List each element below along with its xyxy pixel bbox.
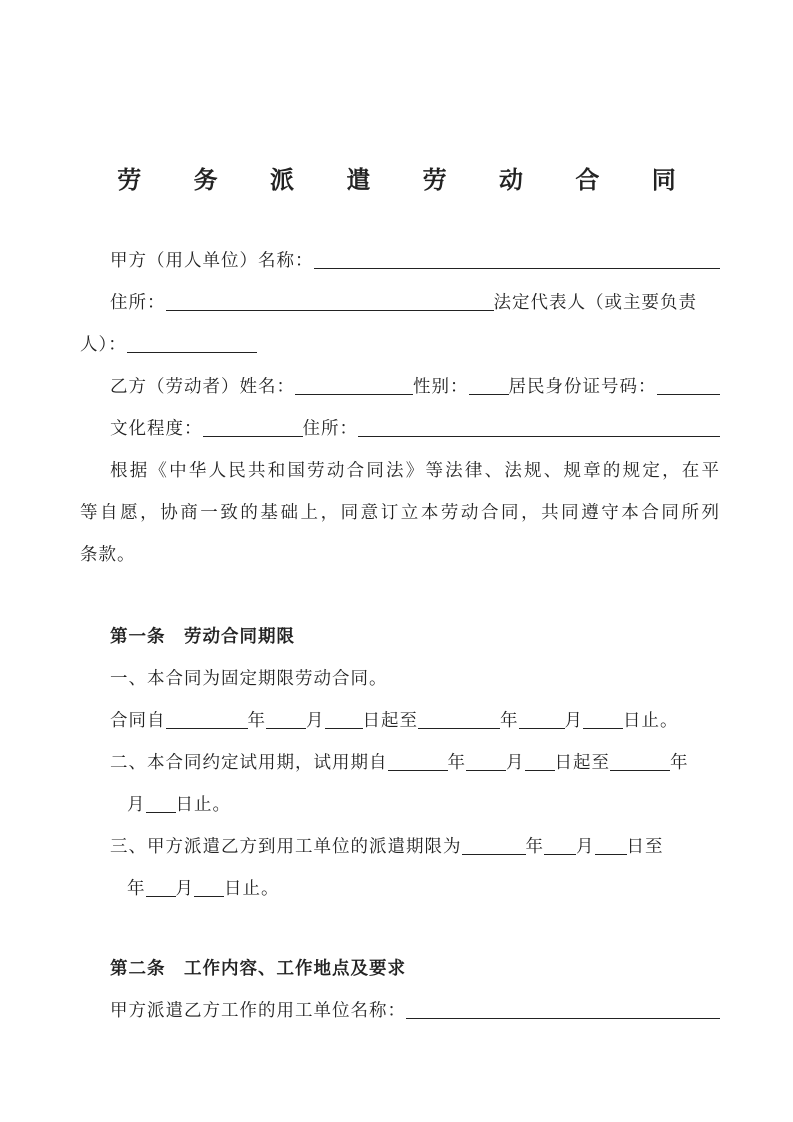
term-month-label: 月 xyxy=(306,711,325,731)
dispatch-to: 日至 xyxy=(626,837,664,857)
employer-name-blank[interactable] xyxy=(406,998,720,1019)
party-b-education-label: 文化程度： xyxy=(110,419,203,439)
party-a-address-blank[interactable] xyxy=(166,290,494,311)
probation-end-year-blank[interactable] xyxy=(610,750,670,771)
dispatch-term-row xyxy=(110,834,720,860)
term-from-to: 日起至 xyxy=(362,711,418,731)
term-end-year-blank[interactable] xyxy=(418,708,500,729)
dispatch-end-year-label: 年 xyxy=(127,879,146,899)
party-a-address-row xyxy=(110,290,720,316)
term-prefix: 合同自 xyxy=(110,711,166,731)
party-a-rep-blank[interactable] xyxy=(127,332,257,353)
article-1-item-1: 一、本合同为固定期限劳动合同。 xyxy=(110,669,388,689)
term-start-day-blank[interactable] xyxy=(325,708,363,729)
dispatch-prefix: 三、甲方派遣乙方到用工单位的派遣期限为 xyxy=(110,837,462,857)
term-end-day-blank[interactable] xyxy=(583,708,623,729)
probation-prefix: 二、本合同约定试用期，试用期自 xyxy=(110,753,388,773)
party-b-id-blank[interactable] xyxy=(657,374,721,395)
term-end-label: 日止。 xyxy=(623,711,679,731)
party-b-name-label: 乙方（劳动者）姓名： xyxy=(110,377,295,397)
probation-start-month-blank[interactable] xyxy=(466,750,506,771)
party-b-education-row xyxy=(110,416,720,442)
probation-end-month-label: 月 xyxy=(127,795,146,815)
party-a-name-blank[interactable] xyxy=(314,248,721,269)
contract-term-row xyxy=(110,708,720,734)
probation-end-year-label: 年 xyxy=(670,753,689,773)
party-b-name-blank[interactable] xyxy=(295,374,413,395)
party-a-name-row xyxy=(110,248,720,274)
dispatch-start-year-blank[interactable] xyxy=(462,834,526,855)
party-b-address-label: 住所： xyxy=(302,419,358,439)
preamble-line-1: 根据《中华人民共和国劳动合同法》等法律、法规、规章的规定，在平 xyxy=(110,461,720,481)
probation-row-cont xyxy=(127,792,720,818)
dispatch-term-row-cont xyxy=(127,876,720,902)
probation-end-label: 日止。 xyxy=(175,795,231,815)
party-b-name-row xyxy=(110,374,720,400)
probation-start-day-blank[interactable] xyxy=(525,750,555,771)
term-start-year-blank[interactable] xyxy=(166,708,248,729)
probation-year-label: 年 xyxy=(447,753,466,773)
term-start-month-blank[interactable] xyxy=(266,708,306,729)
party-b-id-label: 居民身份证号码： xyxy=(508,377,657,397)
party-a-rep-label-cont: 人）： xyxy=(80,335,127,355)
term-year-label: 年 xyxy=(247,711,266,731)
party-a-name-label: 甲方（用人单位）名称： xyxy=(110,251,314,271)
dispatch-end-day-blank[interactable] xyxy=(194,876,224,897)
article-2-heading: 第二条 工作内容、工作地点及要求 xyxy=(110,959,406,979)
party-b-gender-label: 性别： xyxy=(413,377,469,397)
document-title: 劳 务 派 遣 劳 动 合 同 xyxy=(117,165,698,194)
party-b-gender-blank[interactable] xyxy=(469,374,509,395)
employer-name-row xyxy=(110,998,720,1024)
probation-month-label: 月 xyxy=(506,753,525,773)
probation-row xyxy=(110,750,720,776)
dispatch-end-month-blank[interactable] xyxy=(146,876,176,897)
preamble-line-3: 条款。 xyxy=(80,545,136,565)
term-end-month-label: 月 xyxy=(564,711,583,731)
dispatch-end-label: 日止。 xyxy=(224,879,280,899)
party-b-address-blank[interactable] xyxy=(358,416,720,437)
employer-name-label: 甲方派遣乙方工作的用工单位名称： xyxy=(110,1001,406,1021)
dispatch-start-day-blank[interactable] xyxy=(595,834,627,855)
dispatch-month-label: 月 xyxy=(576,837,595,857)
party-a-address-label: 住所： xyxy=(110,293,166,313)
party-a-rep-label: 法定代表人（或主要负责 xyxy=(493,293,697,313)
dispatch-end-month-label: 月 xyxy=(175,879,194,899)
dispatch-start-month-blank[interactable] xyxy=(544,834,576,855)
party-a-rep-row xyxy=(80,332,720,358)
term-end-year-label: 年 xyxy=(500,711,519,731)
probation-end-day-blank[interactable] xyxy=(146,792,176,813)
dispatch-year-label: 年 xyxy=(525,837,544,857)
probation-start-year-blank[interactable] xyxy=(388,750,448,771)
preamble-line-2: 等自愿，协商一致的基础上，同意订立本劳动合同，共同遵守本合同所列 xyxy=(80,503,720,523)
party-b-education-blank[interactable] xyxy=(203,416,303,437)
term-end-month-blank[interactable] xyxy=(519,708,565,729)
probation-from-to: 日起至 xyxy=(554,753,610,773)
article-1-heading: 第一条 劳动合同期限 xyxy=(110,627,295,647)
